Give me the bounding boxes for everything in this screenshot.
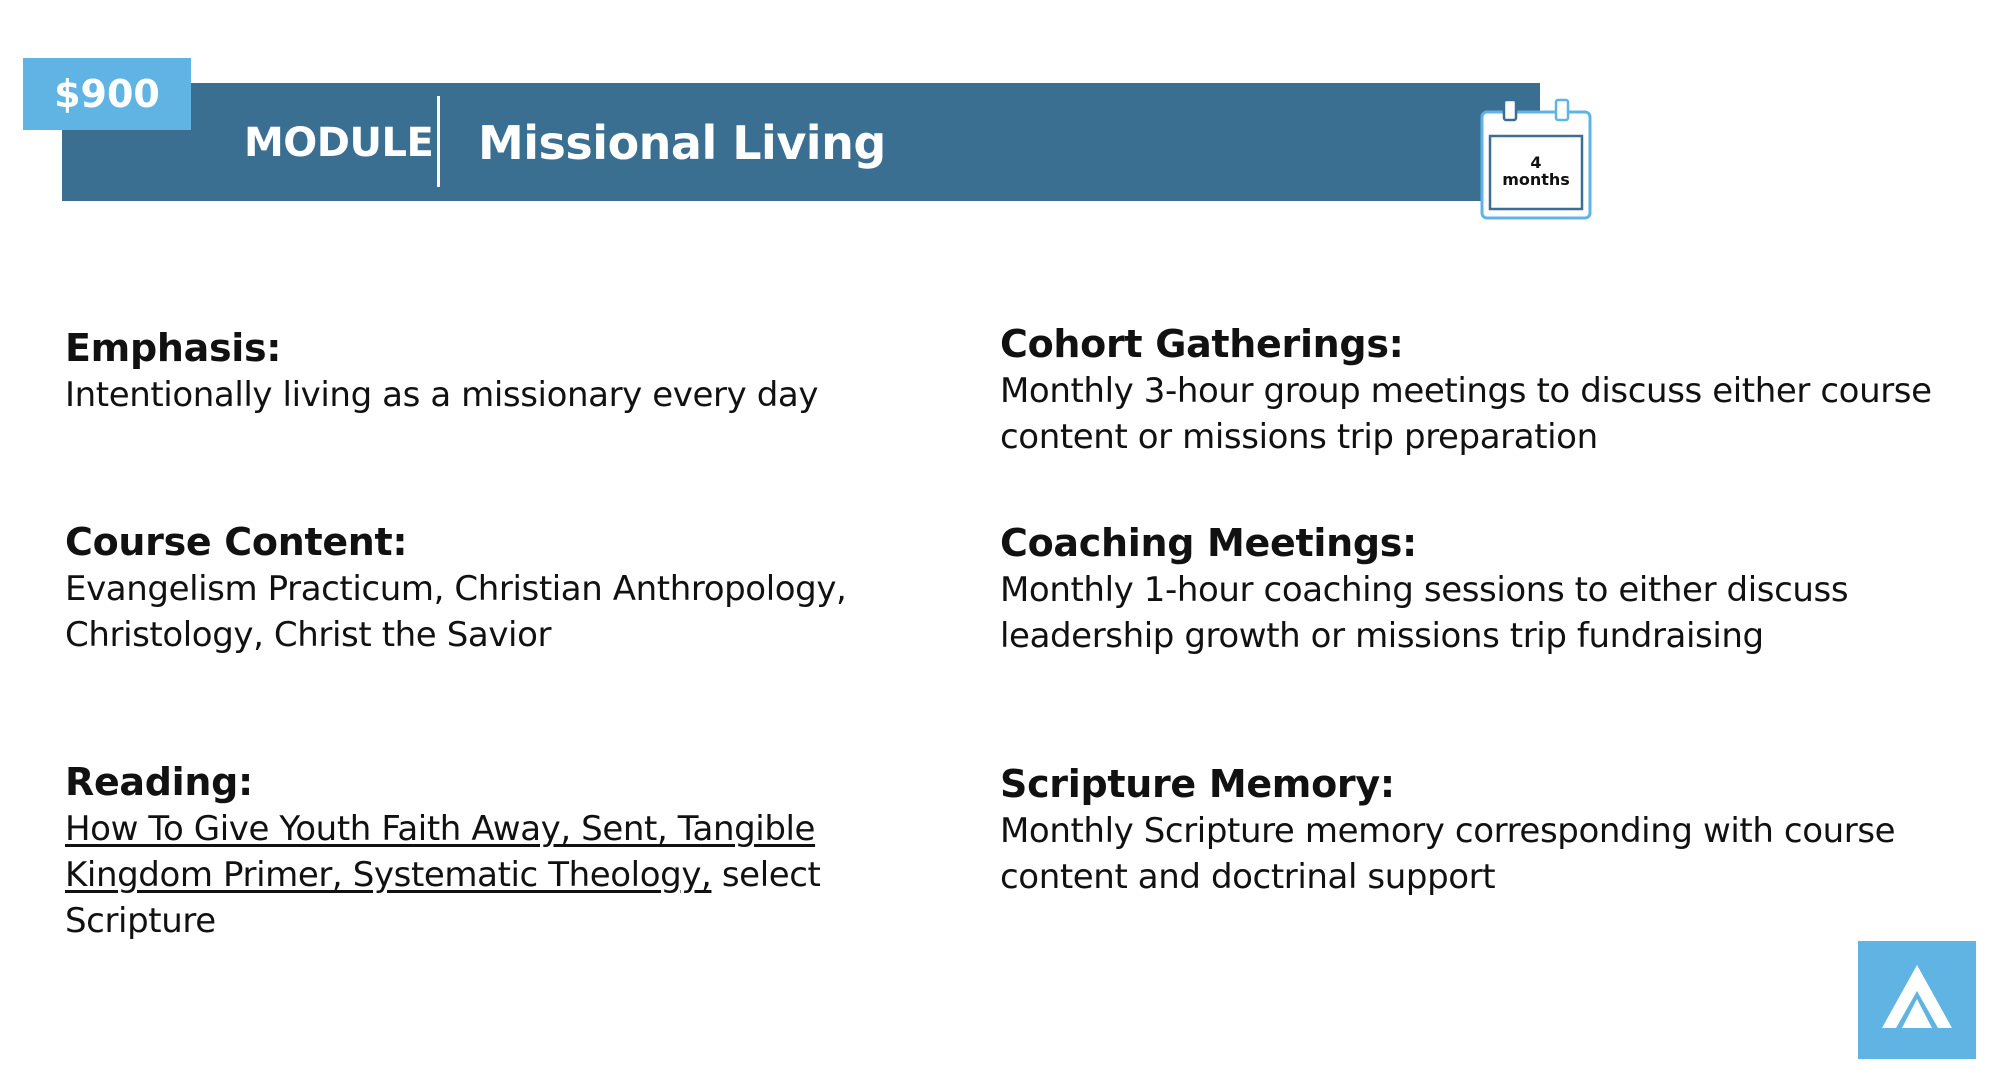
- coaching-line-1: Monthly 1-hour coaching sessions to either discuss: [1000, 570, 1849, 610]
- coaching-heading: Coaching Meetings:: [1000, 521, 1417, 565]
- duration-unit: months: [1502, 170, 1570, 189]
- header-divider: [437, 96, 440, 187]
- cohort-line-2: content or missions trip preparation: [1000, 417, 1598, 457]
- coaching-section: [1000, 519, 1960, 659]
- reading-suffix: select: [711, 855, 821, 895]
- reading-heading: Reading:: [65, 760, 253, 804]
- scripture-heading: Scripture Memory:: [1000, 762, 1395, 806]
- coaching-line-2: leadership growth or missions trip fundraising: [1000, 616, 1764, 656]
- course-content-line-1: Evangelism Practicum, Christian Anthropology,: [65, 569, 847, 609]
- emphasis-heading: Emphasis:: [65, 326, 282, 370]
- reading-links-2[interactable]: Kingdom Primer, Systematic Theology,: [65, 855, 712, 895]
- reading-section: [65, 758, 945, 944]
- cohort-line-1: Monthly 3-hour group meetings to discuss either course: [1000, 371, 1932, 411]
- duration-label: [1498, 154, 1574, 188]
- scripture-line-2: content and doctrinal support: [1000, 857, 1496, 897]
- cohort-section: [1000, 320, 1960, 460]
- price-badge: $900: [23, 58, 191, 130]
- brand-logo: [1858, 941, 1976, 1059]
- module-label: MODULE: [244, 120, 434, 166]
- module-title: Missional Living: [478, 116, 886, 170]
- reading-line-3: Scripture: [65, 901, 216, 941]
- reading-line-2: [65, 852, 945, 898]
- scripture-line-1: Monthly Scripture memory corresponding with course: [1000, 811, 1896, 851]
- emphasis-text: Intentionally living as a missionary every day: [65, 375, 819, 415]
- emphasis-section: [65, 324, 945, 418]
- calendar-icon: [1480, 98, 1592, 222]
- course-content-line-2: Christology, Christ the Savior: [65, 615, 552, 655]
- cohort-heading: Cohort Gatherings:: [1000, 322, 1404, 366]
- scripture-section: [1000, 760, 1960, 900]
- reading-line-1: [65, 806, 945, 852]
- course-content-section: [65, 518, 945, 658]
- course-content-heading: Course Content:: [65, 520, 408, 564]
- duration-number: 4: [1530, 153, 1542, 172]
- reading-links-1[interactable]: How To Give Youth Faith Away, Sent, Tangible: [65, 809, 816, 849]
- a-chevron-logo-icon: [1858, 941, 1976, 1059]
